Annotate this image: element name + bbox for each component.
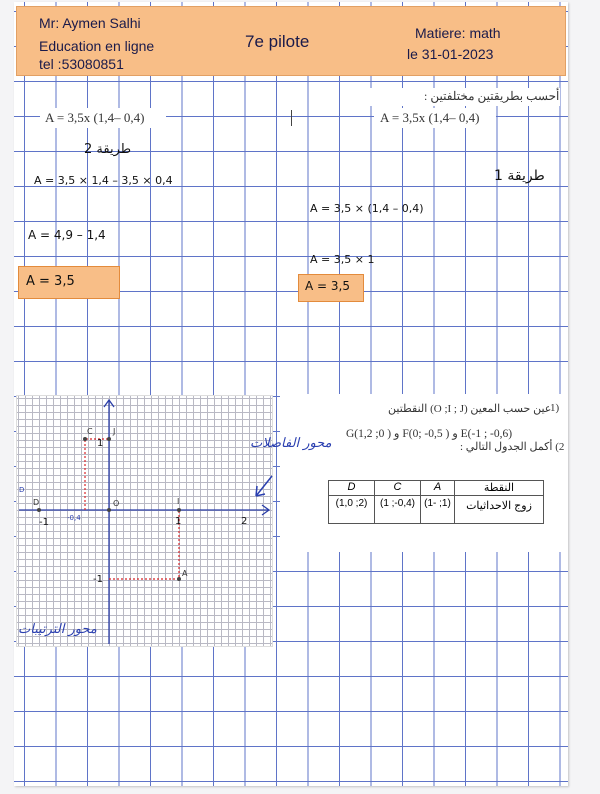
table-header-a: A xyxy=(433,481,442,493)
method1-line1: A = 3,5 × (1,4 – 0,4) xyxy=(310,202,424,215)
date-label: le 31-01-2023 xyxy=(407,46,494,62)
exercise1-instruction: أحسب بطريقتين مختلفتين : xyxy=(424,89,560,103)
column-a xyxy=(421,481,455,523)
table-header-d: D xyxy=(347,481,356,493)
q1-text: عين حسب المعين (O ;I ; J) النقطتين xyxy=(388,403,552,415)
column-d xyxy=(329,481,375,523)
method2-result: A = 3,5 xyxy=(26,274,75,289)
teacher-name: Mr: Aymen Salhi xyxy=(39,15,141,31)
pen-arrow-icon xyxy=(252,474,276,500)
tick-x-neg04: -0,4 xyxy=(67,514,81,522)
column-labels xyxy=(455,481,543,523)
point-i xyxy=(177,508,181,512)
q2-text: 2) أكمل الجدول التالي : xyxy=(460,441,565,453)
separator xyxy=(291,110,292,126)
method2-label: طريقة 2 xyxy=(84,142,132,157)
method1-result: A = 3,5 xyxy=(305,279,350,293)
label-d: D xyxy=(33,498,40,507)
table-value-c: (1 ;-0,4) xyxy=(379,498,415,509)
header-banner xyxy=(16,6,566,76)
table-header-point: النقطة xyxy=(483,482,515,494)
table-header-coords: زوج الاحداثيات xyxy=(466,500,532,512)
label-j: J xyxy=(113,427,116,436)
expression-right: A = 3,5x (1,4– 0,4) xyxy=(380,110,480,125)
point-a xyxy=(177,577,181,581)
c-dotted-guides xyxy=(85,439,109,510)
tick-x-neg1: -1 xyxy=(39,517,49,528)
expression-left: A = 3,5x (1,4– 0,4) xyxy=(45,110,145,125)
label-c: C xyxy=(87,427,93,436)
method2-line2: A = 4,9 – 1,4 xyxy=(28,228,106,242)
class-title: 7e pilote xyxy=(245,32,310,51)
point-o xyxy=(107,508,111,512)
tick-x-1: 1 xyxy=(175,516,182,527)
ordinate-label: محور الترتيبات xyxy=(18,622,97,637)
abscissa-label: محور الفاصلات xyxy=(250,436,332,451)
tick-x-2: 2 xyxy=(241,516,248,527)
table-value-d: (1,0 ;2) xyxy=(335,498,368,509)
exercise2-background xyxy=(280,394,568,552)
left-note: D xyxy=(19,486,25,494)
coordinate-grid xyxy=(16,395,273,647)
method1-label: طريقة 1 xyxy=(494,168,545,184)
points-line: G(1,2 ;0 ) و F(0; -0,5 ) و E(-1 ; -0,6) xyxy=(346,428,513,440)
axes-drawing xyxy=(17,396,272,646)
q1-number: 1) xyxy=(550,402,560,414)
method1-line2: A = 3,5 × 1 xyxy=(310,253,375,266)
table-value-a: (1- ;1) xyxy=(424,498,451,509)
method2-line1: A = 3,5 × 1,4 – 3,5 × 0,4 xyxy=(34,174,173,187)
point-c xyxy=(83,437,87,441)
point-j xyxy=(107,437,111,441)
label-i: I xyxy=(177,497,180,506)
subject-label: Matiere: math xyxy=(415,25,501,41)
tick-y-1: 1 xyxy=(97,438,104,449)
label-o: O xyxy=(113,499,120,508)
point-d xyxy=(37,508,41,512)
column-c xyxy=(375,481,421,523)
tick-y-neg1: -1 xyxy=(93,574,103,585)
education-label: Education en ligne xyxy=(39,38,155,54)
label-a: A xyxy=(182,569,188,578)
table-header-c: C xyxy=(393,481,402,493)
coordinates-table xyxy=(328,480,544,524)
a-dotted-guides xyxy=(109,510,182,579)
phone-number: tel :53080851 xyxy=(39,56,124,72)
